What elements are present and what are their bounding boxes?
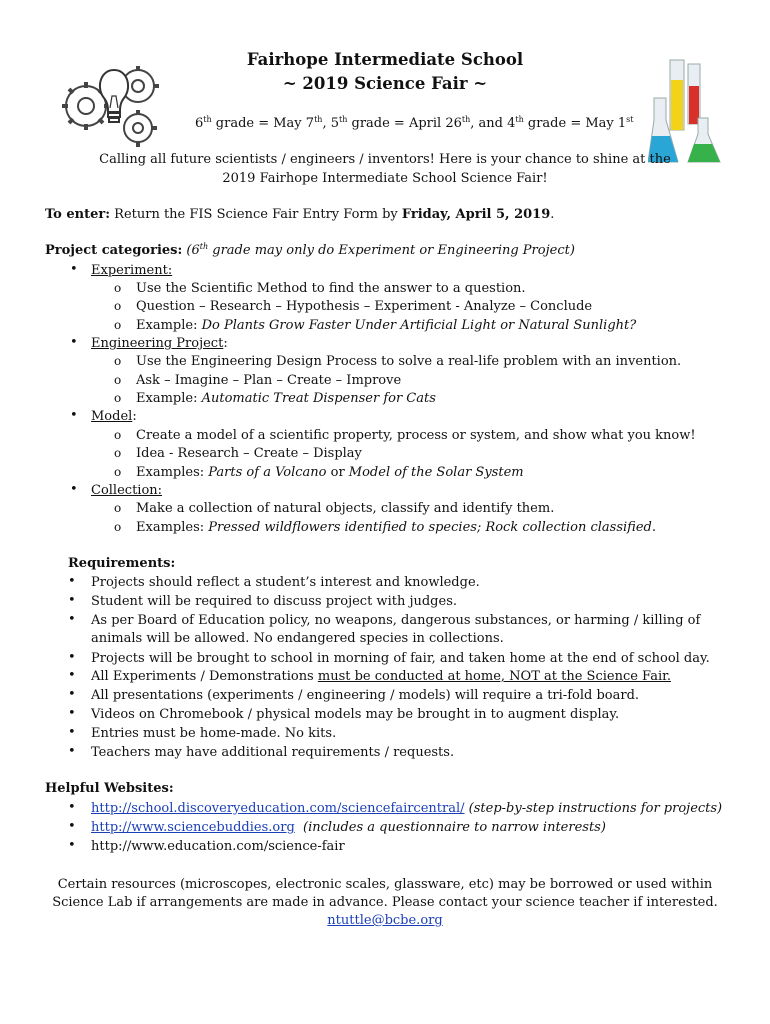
requirement-item: Projects will be brought to school in morning of fair, and taken home at the end of school day. <box>91 651 710 666</box>
contact-email-wrap <box>0 912 770 930</box>
sub-bullet: o <box>114 428 122 442</box>
sub-bullet: o <box>114 373 122 387</box>
experiment-item-2: Question – Research – Hypothesis – Experiment - Analyze – Conclude <box>136 299 593 314</box>
bullet: • <box>68 668 76 683</box>
collection-item-1: Make a collection of natural objects, classify and identify them. <box>136 501 555 516</box>
bullet: • <box>68 819 76 834</box>
website-item: http://school.discoveryeducation.com/sciencefaircentral/ (step-by-step instructions for projects) <box>91 801 723 816</box>
grade-dates: 6th grade = May 7th, 5th grade = April 26th, and 4th grade = May 1st <box>195 115 634 131</box>
sub-bullet: o <box>114 299 122 313</box>
sub-bullet: o <box>114 520 122 534</box>
requirement-item-continued: animals will be allowed. No endangered species in collections. <box>91 631 504 646</box>
bullet: • <box>68 650 76 665</box>
category-engineering: Engineering Project: <box>91 336 228 351</box>
requirement-item: All Experiments / Demonstrations must be conducted at home, NOT at the Science Fair. <box>91 669 672 684</box>
bullet: • <box>68 838 76 853</box>
engineering-item-2: Ask – Imagine – Plan – Create – Improve <box>136 373 402 388</box>
bullet: • <box>68 725 76 740</box>
experiment-item-1: Use the Scientific Method to find the answer to a question. <box>136 281 526 296</box>
footer-line-1: Certain resources (microscopes, electronic scales, glassware, etc) may be borrowed or used within <box>57 877 713 892</box>
requirement-item: Videos on Chromebook / physical models may be brought in to augment display. <box>91 707 620 722</box>
footer-line-2: Science Lab if arrangements are made in advance. Please contact your science teacher if interested. <box>52 895 718 910</box>
website-link-education[interactable]: http://www.education.com/science-fair <box>91 839 345 854</box>
call-line-1: Calling all future scientists / engineers / inventors! Here is your chance to shine at the <box>99 152 671 167</box>
bullet: • <box>70 262 78 277</box>
sub-bullet: o <box>114 501 122 515</box>
sub-bullet: o <box>114 354 122 368</box>
bullet: • <box>68 800 76 815</box>
website-item: http://www.sciencebuddies.org (includes a questionnaire to narrow interests) <box>91 820 606 835</box>
bullet: • <box>68 706 76 721</box>
model-item-2: Idea - Research – Create – Display <box>136 446 362 461</box>
website-link-discovery[interactable]: http://school.discoveryeducation.com/sciencefaircentral/ <box>91 801 465 816</box>
categories-heading: Project categories: (6th grade may only do Experiment or Engineering Project) <box>45 242 575 258</box>
sub-bullet: o <box>114 446 122 460</box>
requirements-heading: Requirements: <box>68 556 176 571</box>
title-line-2: ~ 2019 Science Fair ~ <box>282 74 488 93</box>
bullet: • <box>68 612 76 627</box>
collection-example: Examples: Pressed wildflowers identified to species; Rock collection classified. <box>136 520 656 535</box>
bullet: • <box>70 482 78 497</box>
bullet: • <box>68 687 76 702</box>
requirement-item: Projects should reflect a student’s interest and knowledge. <box>91 575 480 590</box>
bullet: • <box>70 408 78 423</box>
sub-bullet: o <box>114 318 122 332</box>
requirement-item: Student will be required to discuss project with judges. <box>91 594 457 609</box>
requirement-item: Teachers may have additional requirements / requests. <box>91 745 455 760</box>
bullet: • <box>68 744 76 759</box>
requirement-item: All presentations (experiments / engineering / models) will require a tri-fold board. <box>91 688 640 703</box>
sub-bullet: o <box>114 465 122 479</box>
contact-email-link[interactable]: ntuttle@bcbe.org <box>327 913 443 928</box>
bullet: • <box>70 335 78 350</box>
bullet: • <box>68 593 76 608</box>
title-line-1: Fairhope Intermediate School <box>246 50 524 69</box>
model-example: Examples: Parts of a Volcano or Model of the Solar System <box>136 465 524 480</box>
requirement-item: As per Board of Education policy, no weapons, dangerous substances, or harming / killing of <box>91 613 701 628</box>
sub-bullet: o <box>114 391 122 405</box>
enter-instructions: To enter: Return the FIS Science Fair Entry Form by Friday, April 5, 2019. <box>45 207 555 222</box>
category-model: Model: <box>91 409 137 424</box>
category-collection: Collection: <box>91 483 163 498</box>
bullet: • <box>68 574 76 589</box>
engineering-example: Example: Automatic Treat Dispenser for Cats <box>136 391 436 406</box>
website-link-sciencebuddies[interactable]: http://www.sciencebuddies.org <box>91 820 295 835</box>
model-item-1: Create a model of a scientific property, process or system, and show what you know! <box>136 428 696 443</box>
sub-bullet: o <box>114 281 122 295</box>
engineering-item-1: Use the Engineering Design Process to solve a real-life problem with an invention. <box>136 354 682 369</box>
call-line-2: 2019 Fairhope Intermediate School Science Fair! <box>222 171 548 186</box>
requirement-item: Entries must be home-made. No kits. <box>91 726 337 741</box>
experiment-example: Example: Do Plants Grow Faster Under Artificial Light or Natural Sunlight? <box>136 318 637 333</box>
websites-heading: Helpful Websites: <box>45 781 174 796</box>
gears-lightbulb-icon <box>58 56 170 152</box>
category-experiment: Experiment: <box>91 263 173 278</box>
